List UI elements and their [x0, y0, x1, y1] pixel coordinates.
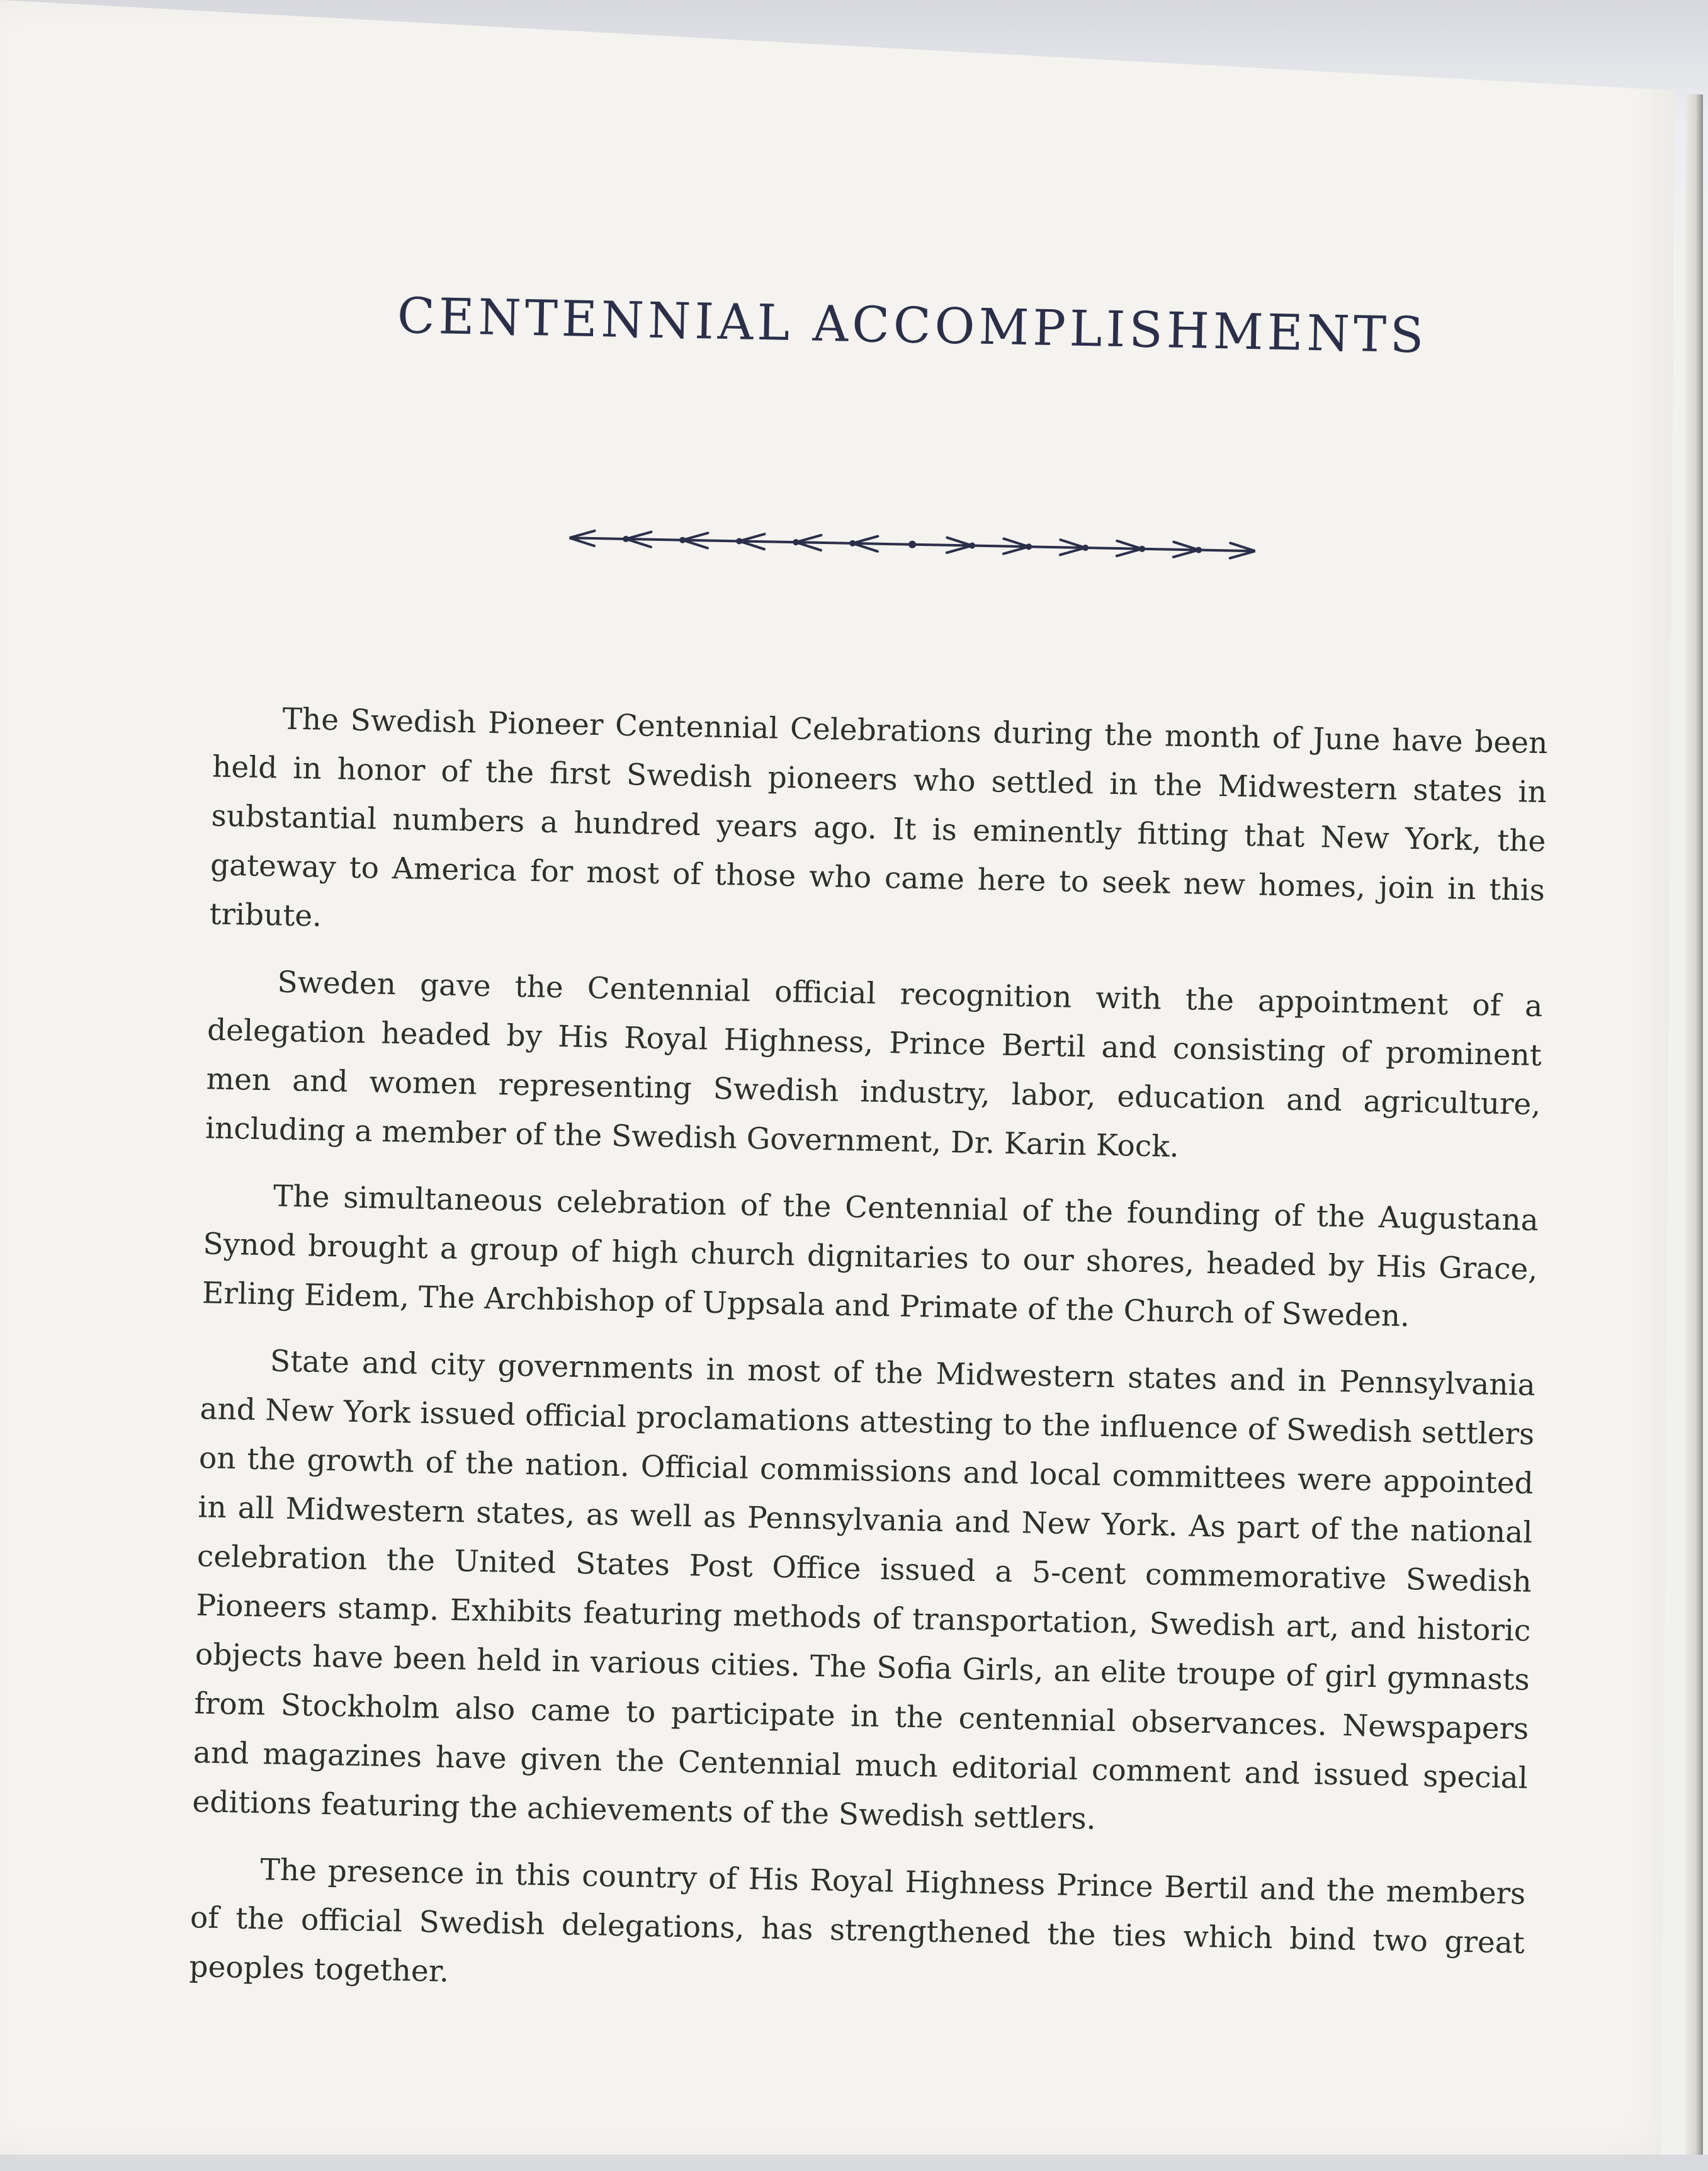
paragraph-3: The simultaneous celebration of the Centennial of the founding of the Augustana Synod brought a group of high church dignitaries to our shores, headed by His Grace, Erling Eidem, The Archbishop of Uppsala and Primate of the Church of Sweden.: [201, 1179, 1539, 1334]
page-title: CENTENNIAL ACCOMPLISHMENTS: [397, 287, 1428, 365]
page-edge: [1685, 94, 1703, 2155]
paragraph-5: The presence in this country of His Royal Highness Prince Bertil and the members of the official Swedish delegations, has strengthened the ties which bind two great peoples together.: [189, 1852, 1526, 1990]
paragraph-2: Sweden gave the Centennial official recognition with the appointment of a delegation headed by His Royal Highness, Prince Bertil and consisting of prominent men and women representing Swedish industry, labor, education and agriculture, including a member of the Swedish Government, Dr. Karin Kock.: [205, 965, 1543, 1165]
body-text: [188, 693, 1548, 2034]
paragraph-4: State and city governments in most of the Midwestern states and in Pennsylvania and New York issued official proclamations attesting to the influence of Swedish settlers on the growth of the nation. Official commissions and local committees were appointed in all Midwestern states, as well as Pennsylvania and New York. As part of the national celebration the United States Post Office issued a 5-cent commemorative Swedish Pioneers stamp. Exhibits featuring methods of transportation, Swedish art, and historic objects have been held in various cities. The Sofia Girls, an elite troupe of girl gymnasts from Stockholm also came to participate in the centennial observances. Newspapers and magazines have given the Centennial much editorial comment and issued special editions featuring the achievements of the Swedish settlers.: [192, 1344, 1536, 1837]
paragraph-1: The Swedish Pioneer Centennial Celebrations during the month of June have been held in honor of the first Swedish pioneers who settled in the Midwestern states in substantial numbers a hundred years ago. It is eminently fitting that New York, the gateway to America for most of those who came here to seek new homes, join in this tribute.: [209, 701, 1548, 934]
arrow-chain-ornament-icon: [569, 525, 1256, 564]
